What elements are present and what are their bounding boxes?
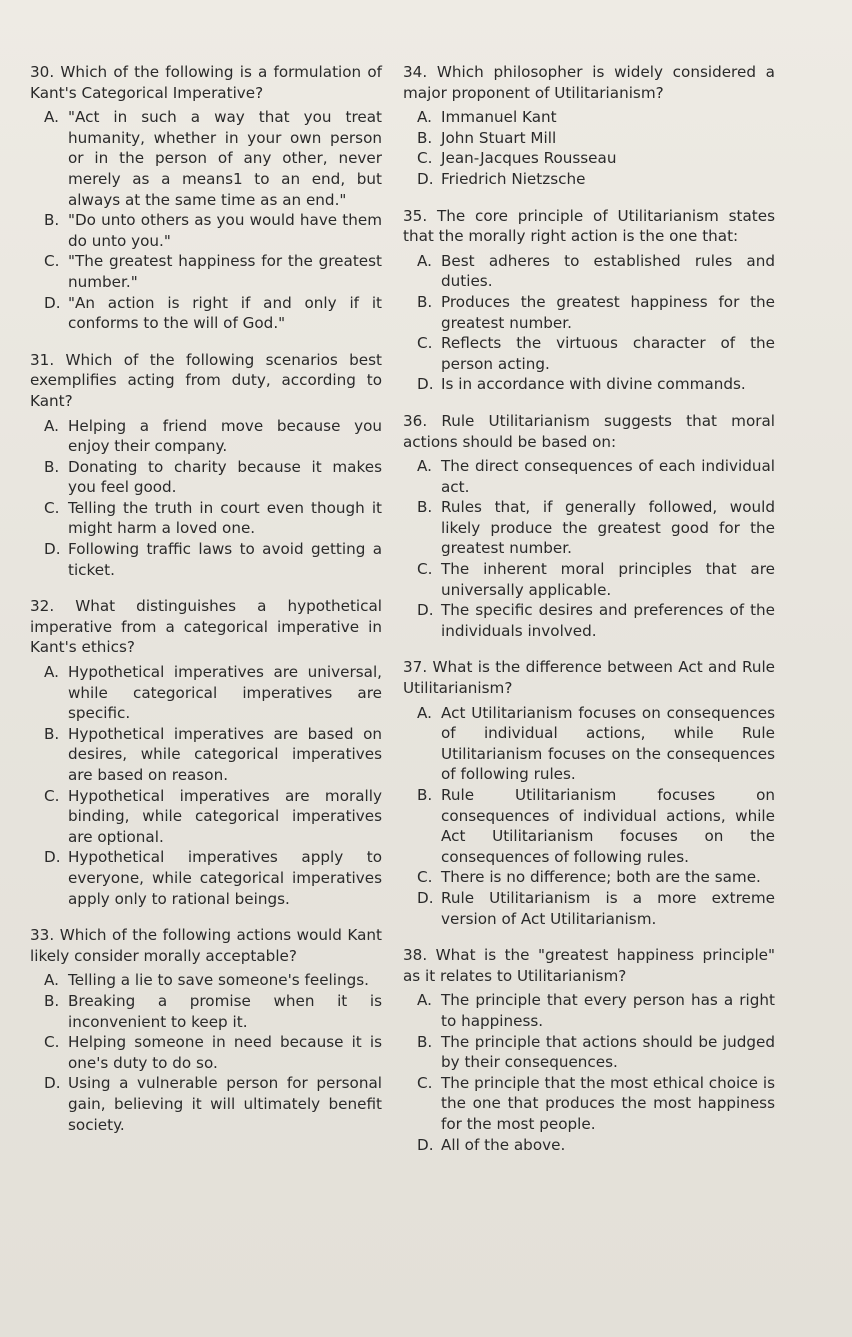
option-list	[403, 107, 775, 189]
question-31	[30, 350, 382, 581]
question-number: 34.	[403, 63, 428, 81]
question-text: Which philosopher is widely considered a major proponent of Utilitarianism?	[403, 63, 775, 102]
option-text: The inherent moral principles that are universally applicable.	[441, 560, 775, 599]
option-a[interactable]	[417, 251, 775, 292]
option-b[interactable]	[44, 991, 382, 1032]
option-letter: B.	[44, 724, 60, 743]
option-letter: A.	[417, 991, 432, 1010]
option-letter: C.	[44, 786, 60, 805]
question-number: 38.	[403, 946, 428, 965]
option-text: "Do unto others as you would have them do unto you."	[68, 211, 382, 250]
question-stem	[30, 350, 382, 412]
option-letter: B.	[417, 498, 433, 517]
option-text: The principle that every person has a right to happiness.	[441, 991, 775, 1030]
question-number: 30.	[30, 63, 55, 81]
option-d[interactable]	[44, 539, 382, 580]
option-text: Helping a friend move because you enjoy their company.	[68, 416, 382, 456]
option-text: There is no difference; both are the same.	[441, 868, 761, 887]
option-b[interactable]	[417, 292, 775, 333]
option-text: "Act in such a way that you treat humanity, whether in your own person or in the person of any other, never merely as a means1 to an end, but always at the same time as an end."	[68, 108, 382, 209]
question-33	[30, 925, 382, 1135]
option-text: Best adheres to established rules and duties.	[441, 251, 775, 291]
option-list	[30, 970, 382, 1135]
option-text: Is in accordance with divine commands.	[441, 375, 746, 394]
question-37	[403, 657, 775, 929]
option-letter: B.	[44, 991, 60, 1010]
option-a[interactable]	[44, 970, 382, 991]
option-letter: B.	[417, 128, 433, 147]
option-a[interactable]	[417, 703, 775, 785]
question-stem	[403, 657, 775, 698]
question-number: 32.	[30, 597, 55, 616]
question-text: Which of the following is a formulation of Kant's Categorical Imperative?	[30, 63, 382, 102]
option-c[interactable]	[44, 498, 382, 539]
option-letter: A.	[44, 108, 59, 127]
option-letter: B.	[417, 1032, 433, 1051]
option-text: Reflects the virtuous character of the person acting.	[441, 334, 775, 373]
option-letter: A.	[417, 251, 432, 270]
option-list	[403, 456, 775, 641]
option-letter: B.	[417, 786, 433, 804]
option-a[interactable]	[44, 662, 382, 724]
question-36	[403, 411, 775, 642]
option-c[interactable]	[44, 1032, 382, 1073]
option-c[interactable]	[417, 867, 775, 888]
option-text: The principle that actions should be judged by their consequences.	[441, 1032, 775, 1072]
option-d[interactable]	[44, 1073, 382, 1135]
option-c[interactable]	[417, 333, 775, 374]
option-c[interactable]	[417, 1073, 775, 1135]
option-text: All of the above.	[441, 1135, 566, 1154]
option-text: John Stuart Mill	[441, 128, 557, 147]
option-letter: A.	[417, 108, 432, 127]
option-text: Hypothetical imperatives are morally binding, while categorical imperatives are optional.	[68, 786, 382, 846]
question-34	[403, 62, 775, 190]
option-text: The specific desires and preferences of the individuals involved.	[441, 601, 775, 640]
option-letter: D.	[417, 375, 434, 394]
option-text: Hypothetical imperatives are universal, while categorical imperatives are specific.	[68, 663, 382, 723]
option-letter: C.	[44, 1033, 60, 1052]
question-35	[403, 206, 775, 395]
option-letter: A.	[417, 703, 432, 722]
option-d[interactable]	[44, 293, 382, 334]
option-letter: C.	[417, 334, 433, 353]
option-b[interactable]	[417, 1032, 775, 1073]
option-list	[30, 107, 382, 334]
option-letter: D.	[44, 1074, 61, 1093]
option-list	[403, 703, 775, 930]
option-a[interactable]	[44, 107, 382, 210]
option-letter: D.	[44, 540, 61, 559]
option-list	[403, 990, 775, 1155]
option-letter: A.	[417, 457, 432, 476]
option-list	[30, 416, 382, 581]
option-text: Following traffic laws to avoid getting a ticket.	[68, 540, 382, 579]
question-stem	[403, 206, 775, 247]
question-text: The core principle of Utilitarianism states that the morally right action is the one that:	[403, 206, 776, 246]
option-c[interactable]	[417, 559, 775, 600]
option-text: The direct consequences of each individual act.	[441, 457, 775, 496]
option-b[interactable]	[44, 210, 382, 251]
option-text: Hypothetical imperatives apply to everyone, while categorical imperatives apply only to rational beings.	[68, 848, 382, 908]
question-32	[30, 596, 382, 909]
option-text: Immanuel Kant	[441, 108, 557, 127]
option-letter: C.	[417, 560, 433, 579]
option-letter: C.	[417, 149, 433, 168]
option-letter: D.	[417, 888, 434, 907]
option-text: Donating to charity because it makes you feel good.	[68, 457, 382, 497]
option-text: Rule Utilitarianism is a more extreme version of Act Utilitarianism.	[441, 888, 775, 928]
option-letter: A.	[44, 971, 59, 990]
option-b[interactable]	[417, 497, 775, 559]
option-d[interactable]	[417, 888, 775, 929]
option-text: "An action is right if and only if it conforms to the will of God."	[68, 293, 382, 333]
question-stem	[403, 411, 775, 452]
option-text: Act Utilitarianism focuses on consequences of individual actions, while Rule Utilitarianism focuses on the consequences of following rules.	[441, 703, 775, 784]
option-letter: D.	[417, 169, 434, 188]
option-b[interactable]	[44, 724, 382, 786]
option-letter: C.	[44, 252, 60, 271]
question-text: What distinguishes a hypothetical imperative from a categorical imperative in Kant's ethics?	[30, 597, 382, 657]
option-d[interactable]	[417, 374, 775, 395]
question-text: What is the difference between Act and Rule Utilitarianism?	[403, 658, 776, 698]
option-a[interactable]	[417, 107, 775, 128]
option-letter: D.	[44, 293, 61, 312]
option-letter: B.	[44, 457, 60, 476]
option-text: Hypothetical imperatives are based on desires, while categorical imperatives are based on reason.	[68, 724, 382, 784]
option-text: Telling the truth in court even though it might harm a loved one.	[68, 498, 382, 538]
left-column	[30, 62, 382, 1151]
option-text: Helping someone in need because it is one's duty to do so.	[68, 1033, 382, 1072]
question-number: 33.	[30, 926, 55, 945]
question-30	[30, 62, 382, 334]
question-stem	[403, 62, 775, 103]
option-d[interactable]	[44, 847, 382, 909]
option-a[interactable]	[417, 456, 775, 497]
option-text: Produces the greatest happiness for the greatest number.	[441, 292, 775, 332]
question-number: 31.	[30, 350, 55, 369]
option-d[interactable]	[417, 169, 775, 190]
option-b[interactable]	[417, 785, 775, 867]
option-text: Using a vulnerable person for personal gain, believing it will ultimately benefit society.	[68, 1074, 382, 1134]
option-text: Telling a lie to save someone's feelings.	[68, 971, 369, 990]
option-c[interactable]	[44, 251, 382, 292]
question-stem	[30, 596, 382, 658]
question-number: 35.	[403, 206, 428, 225]
question-text: Rule Utilitarianism suggests that moral actions should be based on:	[403, 411, 776, 451]
right-column	[403, 62, 775, 1171]
option-text: Breaking a promise when it is inconvenient to keep it.	[68, 991, 382, 1031]
option-letter: B.	[417, 292, 433, 311]
question-stem	[403, 945, 775, 986]
option-letter: C.	[417, 868, 433, 887]
option-d[interactable]	[417, 1135, 775, 1156]
question-stem	[30, 925, 382, 966]
option-list	[30, 662, 382, 909]
question-stem	[30, 62, 382, 103]
question-number: 36.	[403, 411, 428, 430]
option-text: Rules that, if generally followed, would likely produce the greatest good for the greatest number.	[441, 498, 775, 558]
option-letter: D.	[44, 848, 61, 867]
option-a[interactable]	[44, 416, 382, 457]
option-letter: C.	[44, 498, 60, 517]
question-text: Which of the following scenarios best exemplifies acting from duty, according to Kant?	[30, 350, 382, 410]
option-text: Friedrich Nietzsche	[441, 169, 586, 188]
question-38	[403, 945, 775, 1155]
option-text: Jean-Jacques Rousseau	[441, 149, 617, 168]
option-letter: A.	[44, 416, 59, 435]
option-c[interactable]	[44, 786, 382, 848]
option-b[interactable]	[44, 457, 382, 498]
option-letter: C.	[417, 1073, 433, 1092]
option-list	[403, 251, 775, 395]
option-text: Rule Utilitarianism focuses on consequences of individual actions, while Act Utilitarianism focuses on the consequences of following rules.	[441, 786, 775, 866]
option-a[interactable]	[417, 990, 775, 1031]
option-c[interactable]	[417, 148, 775, 169]
option-text: "The greatest happiness for the greatest number."	[68, 252, 382, 291]
option-letter: A.	[44, 663, 59, 682]
option-b[interactable]	[417, 128, 775, 149]
question-text: Which of the following actions would Kant likely consider morally acceptable?	[30, 926, 382, 965]
option-text: The principle that the most ethical choice is the one that produces the most happiness for the most people.	[441, 1073, 775, 1133]
option-letter: B.	[44, 211, 60, 230]
question-text: What is the "greatest happiness principle" as it relates to Utilitarianism?	[403, 946, 775, 985]
question-number: 37.	[403, 658, 428, 677]
option-letter: D.	[417, 601, 434, 620]
option-d[interactable]	[417, 600, 775, 641]
option-letter: D.	[417, 1135, 434, 1154]
